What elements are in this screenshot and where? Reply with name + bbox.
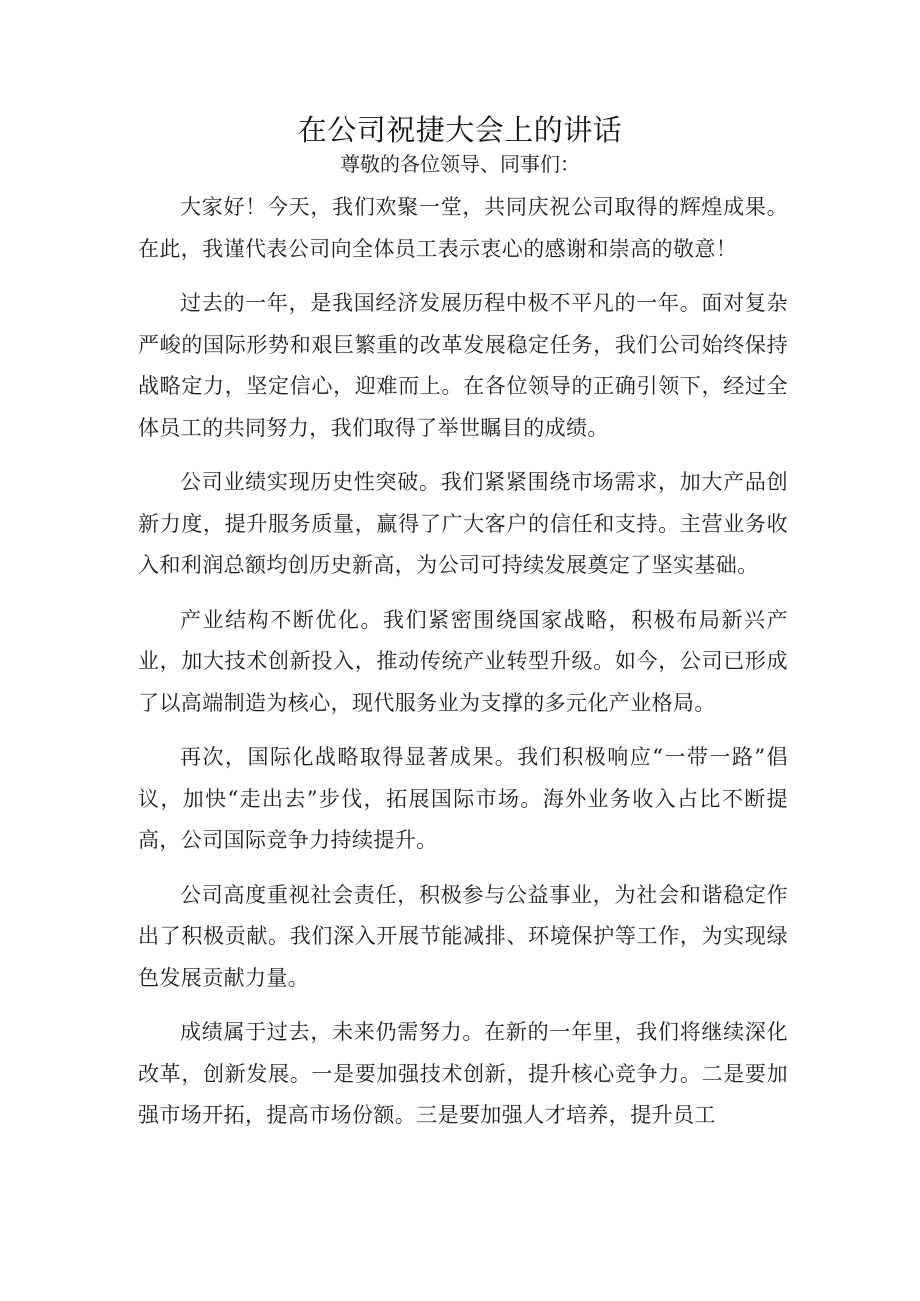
- paragraph-past-year: 过去的一年，是我国经济发展历程中极不平凡的一年。面对复杂严峻的国际形势和艰巨繁重的改革发展稳定任务，我们公司始终保持战略定力，坚定信心，迎难而上。在各位领导的正确引领下，经过全体员工的共同努力，我们取得了举世瞩目的成绩。: [138, 291, 788, 440]
- paragraph-industry-structure: 产业结构不断优化。我们紧密围绕国家战略，积极布局新兴产业，加大技术创新投入，推动传统产业转型升级。如今，公司已形成了以高端制造为核心，现代服务业为支撑的多元化产业格局。: [138, 607, 788, 715]
- speech-title: 在公司祝捷大会上的讲话: [297, 113, 623, 147]
- salutation: 尊敬的各位领导、同事们：: [340, 152, 580, 176]
- paragraph-greeting: 大家好！今天，我们欢聚一堂，共同庆祝公司取得的辉煌成果。在此，我谨代表公司向全体员工表示衷心的感谢和崇高的敬意！: [138, 195, 788, 261]
- paragraph-performance: 公司业绩实现历史性突破。我们紧紧围绕市场需求，加大产品创新力度，提升服务质量，赢得了广大客户的信任和支持。主营业务收入和利润总额均创历史新高，为公司可持续发展奠定了坚实基础。: [138, 470, 788, 577]
- paragraph-future-plans: 成绩属于过去，未来仍需努力。在新的一年里，我们将继续深化改革，创新发展。一是要加强技术创新，提升核心竞争力。二是要加强市场开拓，提高市场份额。三是要加强人才培养，提升员工: [138, 1020, 788, 1127]
- paragraph-internationalization: 再次，国际化战略取得显著成果。我们积极响应“一带一路”倡议，加快“走出去”步伐，拓展国际市场。海外业务收入占比不断提高，公司国际竞争力持续提升。: [138, 745, 788, 852]
- speech-body: [138, 187, 788, 1150]
- paragraph-social-responsibility: 公司高度重视社会责任，积极参与公益事业，为社会和谐稳定作出了积极贡献。我们深入开展节能减排、环境保护等工作，为实现绿色发展贡献力量。: [138, 882, 788, 990]
